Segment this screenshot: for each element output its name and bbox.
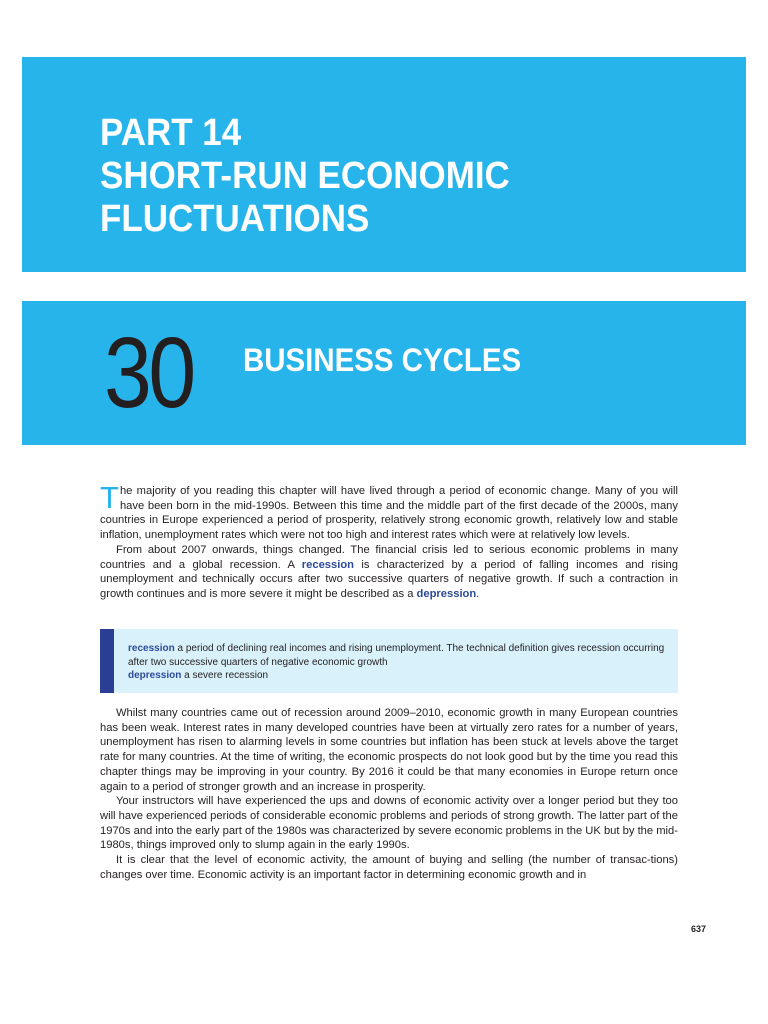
part-banner [22,57,746,272]
definition-depression [128,669,668,683]
definition-content [128,642,668,683]
drop-cap: T [100,480,119,515]
definition-text: a severe recession [181,670,269,681]
chapter-title: BUSINESS CYCLES [243,342,522,378]
intro-paragraph: The majority of you reading this chapter will have lived through a period of economic change. Many of you will have been born in the mid-1990s. Between this time and the middle part of the first decade of the 2000s, many countries in Europe experienced a period of prosperity, relatively strong economic growth, relatively low and stable inflation, unemployment rates which were not too high and interest rates which were at relatively low levels. [100,480,678,542]
part-number-line: PART 14 [100,112,242,154]
definition-text: a period of declining real incomes and rising unemployment. The technical definition gives recession occurring after two successive quarters of negative economic growth [128,643,665,668]
keyword-recession: recession [301,558,355,571]
definition-term: recession [128,643,175,654]
keyword-depression: depression [416,587,477,600]
page-number: 637 [690,924,706,934]
intro-paragraph: From about 2007 onwards, things changed. The financial crisis led to serious economic problems in many countries and a global recession. A recession is characterized by a period of falling incomes and rising unemployment and technically occurs after two successive quarters of negative growth. If such a contraction in growth continues and is more severe it might be described as a depression. [100,543,679,600]
chapter-banner [22,301,746,445]
part-title-line: FLUCTUATIONS [100,198,370,240]
definition-accent-bar [100,629,114,693]
body-paragraph: It is clear that the level of economic activity, the amount of buying and selling (the number of transac-tions) changes over time. Economic activity is an important factor in determining economic growth and in [100,854,678,881]
chapter-number: 30 [104,317,193,429]
body-paragraph: Your instructors will have experienced the ups and downs of economic activity over a longer period but they too will have experienced periods of considerable economic problems and periods of strong growth. The latter part of the 1970s and into the early part of the 1980s was characterized by severe economic problems in the UK but by the mid-1980s, things improved only to slump again in the early 1990s. [100,795,678,852]
body-paragraph: Whilst many countries came out of recession around 2009–2010, economic growth in many European countries has been weak. Interest rates in many developed countries have been at virtually zero rates for a number of years, unemployment has risen to alarming levels in some countries but inflation has been stuck at levels above the target rate for many countries. At the time of writing, the economic prospects do not look good but by the time you read this chapter things may be improving in your country. By 2016 it could be that many economies in Europe return once again to a period of stronger growth and an increase in prosperity. [100,707,678,793]
definition-recession [128,642,668,669]
intro-text [100,480,679,602]
part-title [100,112,689,241]
definition-box [100,629,678,693]
part-title-line: SHORT-RUN ECONOMIC [100,155,510,197]
definition-term: depression [128,670,182,681]
body-text [100,706,678,882]
